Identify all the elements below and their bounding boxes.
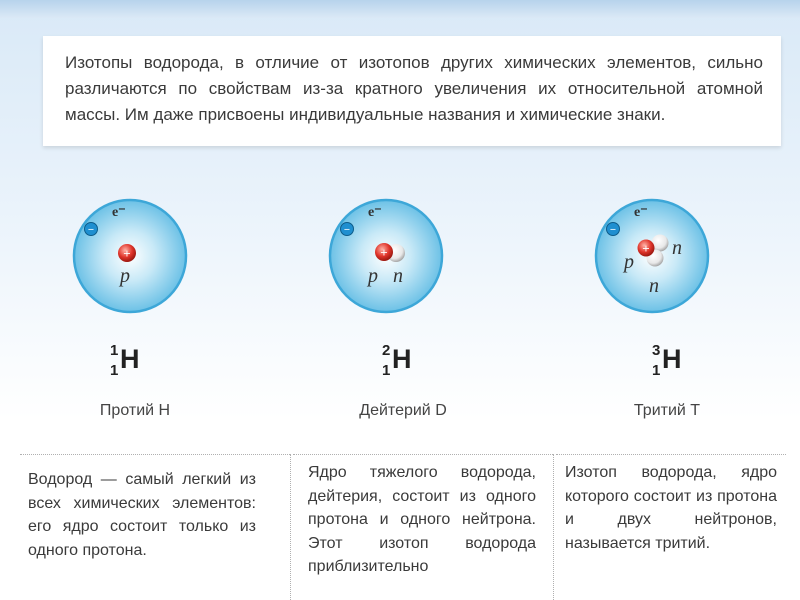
divider-line — [293, 454, 553, 456]
electron-sign: − — [87, 224, 95, 236]
column-divider — [290, 454, 292, 600]
protium-symbol — [110, 338, 170, 386]
atomic-number: 1 — [110, 362, 119, 379]
electron-label: e⁻ — [112, 205, 126, 220]
divider-line — [556, 454, 786, 456]
protium-name: Протий H — [99, 402, 171, 419]
nucleus-label-p: p — [624, 251, 634, 273]
proton-sign: + — [123, 246, 131, 261]
element-symbol: H — [392, 344, 412, 374]
electron-sign: − — [609, 224, 617, 236]
protium-atom-svg — [70, 188, 200, 318]
tritium-description: Изотоп водорода, ядро которого состоит из протона и двух нейтронов, называется тритий. — [565, 464, 777, 552]
deuterium-atom-diagram — [340, 188, 470, 318]
electron-label: e⁻ — [368, 205, 382, 220]
nucleus-label-p: p — [120, 265, 130, 287]
deuterium-name: Дейтерий D — [359, 402, 447, 419]
element-symbol: H — [662, 344, 682, 374]
deuterium-symbol — [382, 338, 442, 386]
column-divider — [553, 454, 555, 600]
electron-sign: − — [343, 224, 351, 236]
intro-paragraph: Изотопы водорода, в отличие от изотопов других химических элементов, сильно различаются по свойствам из-за кратного увеличения их относительной атомной массы. Им даже присвоены индивидуальные названия и химические знаки. — [65, 53, 763, 124]
mass-number: 1 — [110, 342, 119, 359]
atomic-number: 1 — [382, 362, 391, 379]
nucleus-label-n: n — [672, 237, 682, 259]
mass-number: 3 — [652, 342, 661, 359]
tritium-atom-svg — [606, 188, 736, 318]
proton-sign: + — [642, 241, 650, 256]
deuterium-description: Ядро тяжелого водорода, дейтерия, состоит из одного протона и одного нейтрона. Этот изотоп водорода приблизительно — [308, 464, 536, 575]
tritium-atom-diagram — [606, 188, 736, 318]
nucleus-label-n: n — [649, 275, 659, 297]
element-symbol: H — [120, 344, 140, 374]
proton-sign: + — [380, 245, 388, 260]
divider-line — [20, 454, 290, 456]
intro-text-box — [43, 36, 781, 146]
protium-atom-diagram — [70, 188, 200, 318]
tritium-symbol — [652, 338, 712, 386]
electron-label: e⁻ — [634, 205, 648, 220]
atomic-number: 1 — [652, 362, 661, 379]
tritium-name: Тритий T — [633, 402, 701, 419]
mass-number: 2 — [382, 342, 391, 359]
nucleus-label-p: p — [368, 265, 378, 287]
deuterium-atom-svg — [340, 188, 470, 318]
protium-description: Водород — самый легкий из всех химических элементов: его ядро состоит только из одного протона. — [28, 471, 256, 559]
top-frame-band — [0, 0, 800, 18]
nucleus-label-n: n — [393, 265, 403, 287]
